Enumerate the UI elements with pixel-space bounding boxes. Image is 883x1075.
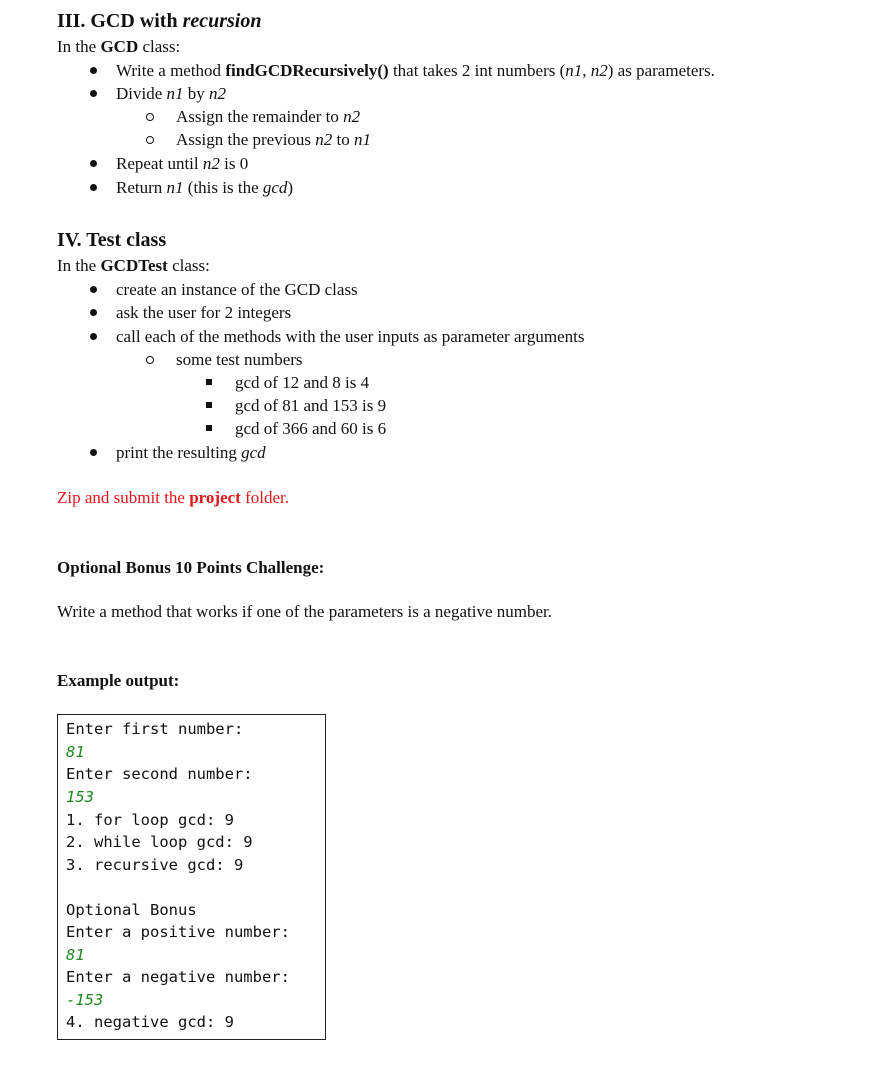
class-name: GCD bbox=[100, 37, 139, 56]
square-bullet-icon bbox=[206, 425, 212, 431]
intro-text: class: bbox=[138, 37, 181, 56]
intro-text: class: bbox=[167, 256, 210, 275]
section-4-bullet-4 bbox=[116, 441, 266, 464]
section-3-heading bbox=[57, 9, 261, 33]
text: Repeat until bbox=[116, 154, 203, 173]
class-name: GCDTest bbox=[100, 256, 168, 275]
submit-instruction bbox=[57, 486, 289, 509]
section-4-heading: IV. Test class bbox=[57, 229, 167, 251]
section-3-intro bbox=[57, 35, 180, 58]
text: Write a method bbox=[116, 61, 226, 80]
text: by bbox=[183, 84, 210, 103]
section-3-bullet-3 bbox=[116, 152, 248, 175]
var-n2: n2 bbox=[590, 61, 608, 80]
console-line-result: 2. while loop gcd: 9 bbox=[66, 833, 253, 851]
section-4-intro bbox=[57, 254, 210, 277]
text: is 0 bbox=[219, 154, 249, 173]
text: Return bbox=[116, 178, 167, 197]
var-n2: n2 bbox=[343, 107, 361, 126]
console-line-result: 4. negative gcd: 9 bbox=[66, 1013, 234, 1031]
section-3-bullet-1 bbox=[116, 59, 715, 82]
bullet-icon bbox=[90, 160, 97, 167]
console-line-input: 81 bbox=[66, 743, 85, 761]
bullet-icon bbox=[90, 333, 97, 340]
bullet-icon bbox=[90, 90, 97, 97]
section-4-sub-bullet-1: some test numbers bbox=[176, 350, 303, 369]
section-3-sub-bullet-1 bbox=[176, 105, 360, 128]
sub-bullet-icon bbox=[146, 136, 154, 144]
intro-text: In the bbox=[57, 256, 101, 275]
method-name: findGCDRecursively() bbox=[225, 61, 389, 80]
section-3-bullet-2 bbox=[116, 82, 226, 105]
text: ) as parameters. bbox=[607, 61, 715, 80]
bonus-heading: Optional Bonus 10 Points Challenge: bbox=[57, 558, 325, 577]
console-line-result: 1. for loop gcd: 9 bbox=[66, 811, 234, 829]
console-line-prompt: Enter second number: bbox=[66, 765, 253, 783]
gcd-term: gcd bbox=[262, 178, 288, 197]
var-n1: n1 bbox=[166, 84, 184, 103]
var-n2: n2 bbox=[209, 84, 227, 103]
square-bullet-icon bbox=[206, 402, 212, 408]
bullet-icon bbox=[90, 309, 97, 316]
text: that takes 2 int numbers ( bbox=[388, 61, 566, 80]
test-case-3: gcd of 366 and 60 is 6 bbox=[235, 419, 387, 438]
text: folder. bbox=[240, 488, 289, 507]
bullet-icon bbox=[90, 449, 97, 456]
var-n2: n2 bbox=[315, 130, 333, 149]
text: ) bbox=[287, 178, 294, 197]
square-bullet-icon bbox=[206, 379, 212, 385]
console-line-result: 3. recursive gcd: 9 bbox=[66, 856, 244, 874]
console-line-input: 81 bbox=[66, 946, 85, 964]
example-heading: Example output: bbox=[57, 671, 180, 690]
text: Divide bbox=[116, 84, 167, 103]
console-line-input: -153 bbox=[66, 991, 104, 1009]
console-line-prompt: Enter a negative number: bbox=[66, 968, 290, 986]
bullet-icon bbox=[90, 67, 97, 74]
var-n1: n1 bbox=[166, 178, 184, 197]
section-3-heading-emphasis: recursion bbox=[182, 10, 262, 32]
text: , bbox=[582, 61, 591, 80]
section-4-bullet-1: create an instance of the GCD class bbox=[116, 280, 358, 299]
example-output-box bbox=[57, 714, 326, 1040]
console-line-prompt: Enter a positive number: bbox=[66, 923, 290, 941]
text: Zip and submit the bbox=[57, 488, 190, 507]
test-case-2: gcd of 81 and 153 is 9 bbox=[235, 396, 387, 415]
sub-bullet-icon bbox=[146, 113, 154, 121]
gcd-term: gcd bbox=[241, 443, 266, 462]
text: Assign the remainder to bbox=[176, 107, 344, 126]
text: print the resulting bbox=[116, 443, 242, 462]
var-n1: n1 bbox=[354, 130, 372, 149]
console-line-prompt: Enter first number: bbox=[66, 720, 244, 738]
var-n1: n1 bbox=[565, 61, 583, 80]
var-n2: n2 bbox=[202, 154, 220, 173]
test-case-1: gcd of 12 and 8 is 4 bbox=[235, 373, 370, 392]
project-word: project bbox=[189, 488, 241, 507]
text: Assign the previous bbox=[176, 130, 316, 149]
section-3-sub-bullet-2 bbox=[176, 128, 371, 151]
intro-text: In the bbox=[57, 37, 101, 56]
section-3-bullet-4 bbox=[116, 176, 293, 199]
section-4-bullet-3: call each of the methods with the user inputs as parameter arguments bbox=[116, 327, 585, 346]
bullet-icon bbox=[90, 184, 97, 191]
sub-bullet-icon bbox=[146, 356, 154, 364]
text: to bbox=[332, 130, 355, 149]
section-3-heading-text: III. GCD with bbox=[57, 10, 183, 32]
bullet-icon bbox=[90, 286, 97, 293]
console-line-label: Optional Bonus bbox=[66, 901, 197, 919]
section-4-bullet-2: ask the user for 2 integers bbox=[116, 303, 292, 322]
text: (this is the bbox=[183, 178, 263, 197]
console-line-input: 153 bbox=[66, 788, 94, 806]
bonus-text: Write a method that works if one of the parameters is a negative number. bbox=[57, 602, 552, 621]
